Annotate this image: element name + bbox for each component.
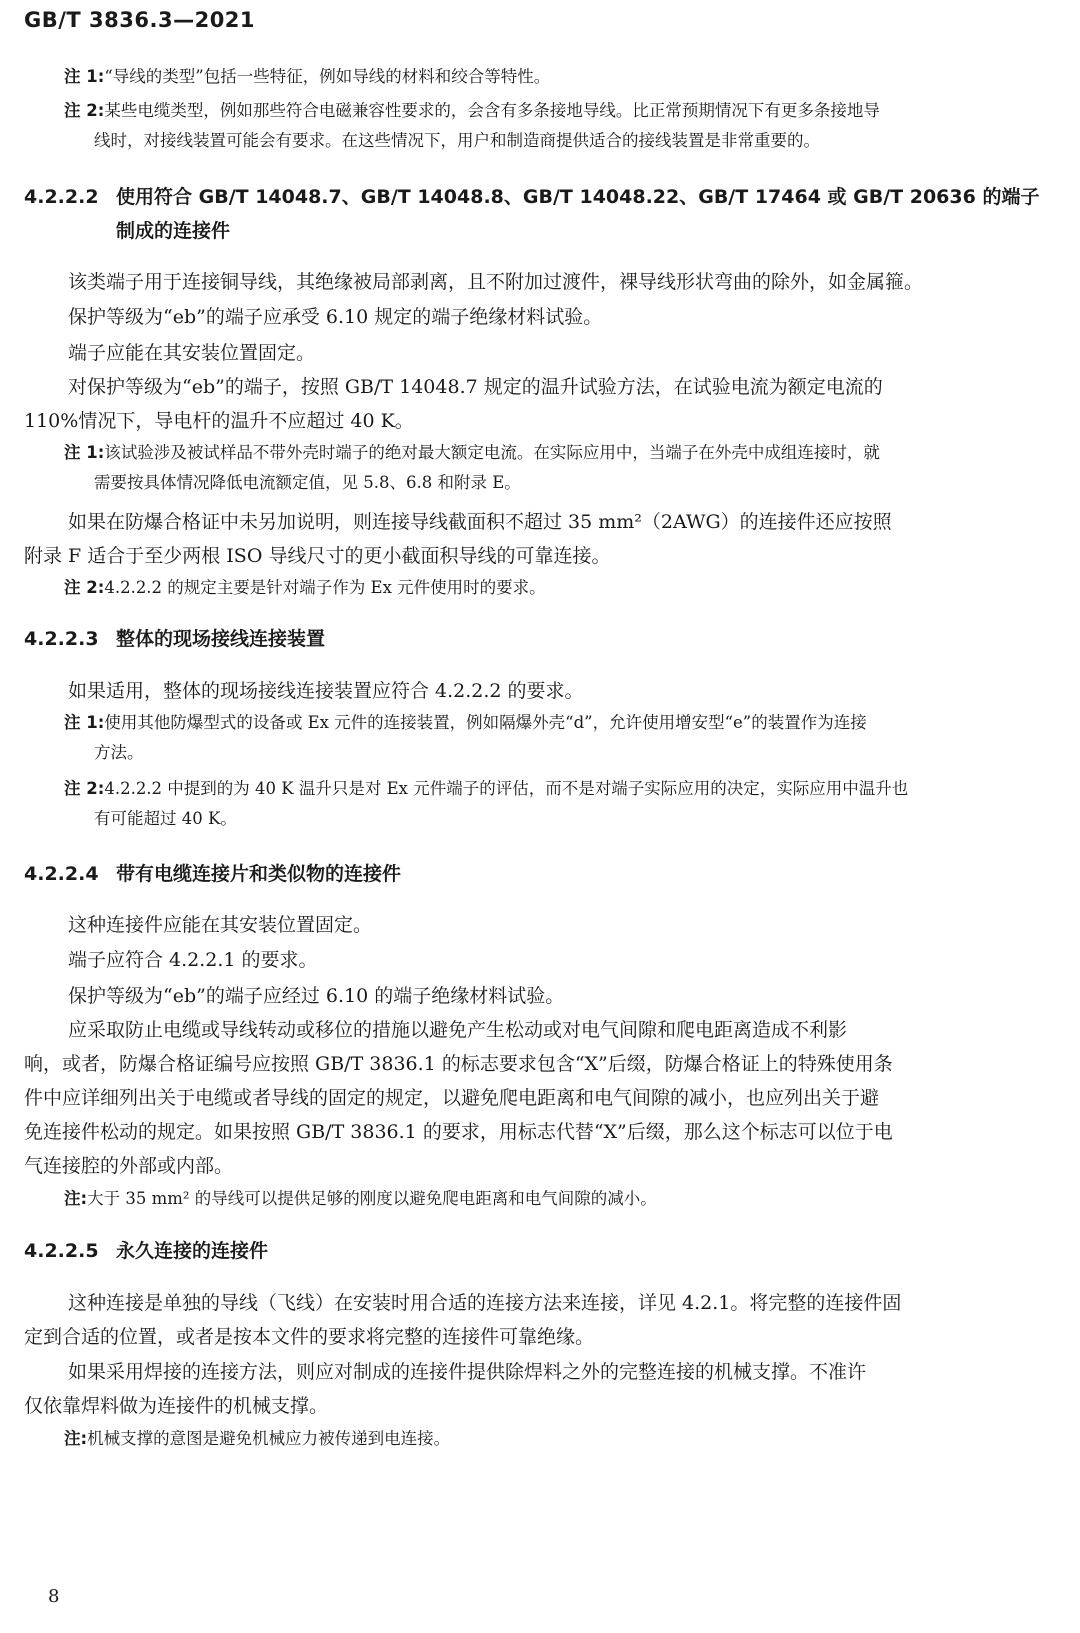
- paragraph: [24, 370, 1024, 438]
- paragraph-text-cont: 免连接件松动的规定。如果按照 GB/T 3836.1 的要求，用标志代替“X”后缀，那么这个标志可以位于电: [24, 1121, 893, 1143]
- document-header: GB/T 3836.3—2021: [24, 8, 256, 32]
- paragraph: [24, 979, 1024, 1013]
- paragraph-text: 该类端子用于连接铜导线，其绝缘被局部剥离，且不附加过渡件，裸导线形状弯曲的除外，如金属箍。: [68, 271, 924, 293]
- note-text: “导线的类型”包括一些特征，例如导线的材料和绞合等特性。: [104, 67, 551, 86]
- note-text: 4.2.2.2 的规定主要是针对端子作为 Ex 元件使用时的要求。: [104, 578, 546, 597]
- note-label: 注 2:: [64, 779, 105, 798]
- section-number: 4.2.2.5: [24, 1240, 99, 1262]
- paragraph-text-cont: 响，或者，防爆合格证编号应按照 GB/T 3836.1 的标志要求包含“X”后缀，防爆合格证上的特殊使用条: [24, 1053, 893, 1075]
- paragraph-text: 这种连接是单独的导线（飞线）在安装时用合适的连接方法来连接，详见 4.2.1。将完整的连接件固: [68, 1292, 902, 1314]
- paragraph: [24, 265, 1024, 299]
- paragraph: [24, 505, 1024, 573]
- paragraph-text: 保护等级为“eb”的端子应承受 6.10 规定的端子绝缘材料试验。: [68, 306, 603, 328]
- paragraph: [24, 336, 1024, 370]
- paragraph-text: 应采取防止电缆或导线转动或移位的措施以避免产生松动或对电气间隙和爬电距离造成不利影: [68, 1019, 848, 1041]
- paragraph-text-cont: 仅依靠焊料做为连接件的机械支撑。: [24, 1395, 329, 1417]
- note-text-cont: 有可能超过 40 K。: [94, 809, 237, 828]
- note-1-top: [64, 62, 1044, 92]
- paragraph-text-cont: 件中应详细列出关于电缆或者导线的固定的规定，以避免爬电距离和电气间隙的减小，也应列出关于避: [24, 1087, 880, 1109]
- paragraph-text: 端子应能在其安装位置固定。: [68, 342, 316, 364]
- note-label: 注 1:: [64, 67, 105, 86]
- note-2-4223: [64, 774, 1044, 834]
- paragraph-text-cont: 定到合适的位置，或者是按本文件的要求将完整的连接件可靠绝缘。: [24, 1326, 595, 1348]
- note-2-4222: [64, 573, 1044, 603]
- paragraph-text: 保护等级为“eb”的端子应经过 6.10 的端子绝缘材料试验。: [68, 985, 565, 1007]
- paragraph-text: 这种连接件应能在其安装位置固定。: [68, 914, 373, 936]
- section-title: 使用符合 GB/T 14048.7、GB/T 14048.8、GB/T 14048.22、GB/T 17464 或 GB/T 20636 的端子: [116, 186, 1040, 208]
- note-label: 注 2:: [64, 101, 105, 120]
- section-heading-4225: [24, 1234, 268, 1268]
- note-text: 大于 35 mm² 的导线可以提供足够的刚度以避免爬电距离和电气间隙的减小。: [87, 1189, 657, 1208]
- note-1-4222: [64, 438, 1044, 498]
- note-text: 某些电缆类型，例如那些符合电磁兼容性要求的，会含有多条接地导线。比正常预期情况下有更多条接地导: [104, 101, 880, 120]
- note-4225: [64, 1424, 1044, 1454]
- note-1-4223: [64, 708, 1044, 768]
- note-text-cont: 线时，对接线装置可能会有要求。在这些情况下，用户和制造商提供适合的接线装置是非常重要的。: [94, 131, 820, 150]
- page-number: 8: [48, 1586, 60, 1607]
- section-number: 4.2.2.2: [24, 186, 99, 208]
- note-label: 注 2:: [64, 578, 105, 597]
- section-title-cont: 制成的连接件: [116, 220, 231, 242]
- note-text: 使用其他防爆型式的设备或 Ex 元件的连接装置，例如隔爆外壳“d”，允许使用增安型“e”的装置作为连接: [104, 713, 867, 732]
- paragraph-text: 如果适用，整体的现场接线连接装置应符合 4.2.2.2 的要求。: [68, 680, 584, 702]
- note-text: 机械支撑的意图是避免机械应力被传递到电连接。: [87, 1429, 451, 1448]
- note-text: 4.2.2.2 中提到的为 40 K 温升只是对 Ex 元件端子的评估，而不是对端子实际应用的决定，实际应用中温升也: [104, 779, 909, 798]
- note-label: 注:: [64, 1429, 88, 1448]
- paragraph: [24, 943, 1024, 977]
- note-2-top: [64, 96, 1044, 156]
- section-number: 4.2.2.3: [24, 628, 99, 650]
- paragraph: [24, 300, 1024, 334]
- note-label: 注 1:: [64, 713, 105, 732]
- note-label: 注 1:: [64, 443, 105, 462]
- paragraph-text: 如果在防爆合格证中未另加说明，则连接导线截面积不超过 35 mm²（2AWG）的连接件还应按照: [68, 511, 892, 533]
- paragraph: [24, 1013, 1024, 1183]
- section-number: 4.2.2.4: [24, 863, 99, 885]
- note-4224: [64, 1184, 1044, 1214]
- paragraph-text: 端子应符合 4.2.2.1 的要求。: [68, 949, 318, 971]
- paragraph: [24, 908, 1024, 942]
- paragraph: [24, 1286, 1024, 1354]
- paragraph-text: 如果采用焊接的连接方法，则应对制成的连接件提供除焊料之外的完整连接的机械支撑。不准许: [68, 1361, 867, 1383]
- section-title: 带有电缆连接片和类似物的连接件: [116, 863, 402, 885]
- section-heading-4222: [24, 180, 1039, 248]
- note-text-cont: 方法。: [94, 743, 144, 762]
- paragraph-text-cont: 气连接腔的外部或内部。: [24, 1155, 234, 1177]
- paragraph: [24, 1355, 1024, 1423]
- section-heading-4224: [24, 857, 401, 891]
- section-heading-4223: [24, 622, 325, 656]
- section-title: 整体的现场接线连接装置: [116, 628, 326, 650]
- note-text-cont: 需要按具体情况降低电流额定值，见 5.8、6.8 和附录 E。: [94, 473, 521, 492]
- paragraph: [24, 674, 1024, 708]
- section-title: 永久连接的连接件: [116, 1240, 269, 1262]
- note-label: 注:: [64, 1189, 88, 1208]
- paragraph-text: 对保护等级为“eb”的端子，按照 GB/T 14048.7 规定的温升试验方法，在试验电流为额定电流的: [68, 376, 883, 398]
- note-text: 该试验涉及被试样品不带外壳时端子的绝对最大额定电流。在实际应用中，当端子在外壳中成组连接时，就: [104, 443, 880, 462]
- paragraph-text-cont: 附录 F 适合于至少两根 ISO 导线尺寸的更小截面积导线的可靠连接。: [24, 545, 611, 567]
- paragraph-text-cont: 110%情况下，导电杆的温升不应超过 40 K。: [24, 410, 414, 432]
